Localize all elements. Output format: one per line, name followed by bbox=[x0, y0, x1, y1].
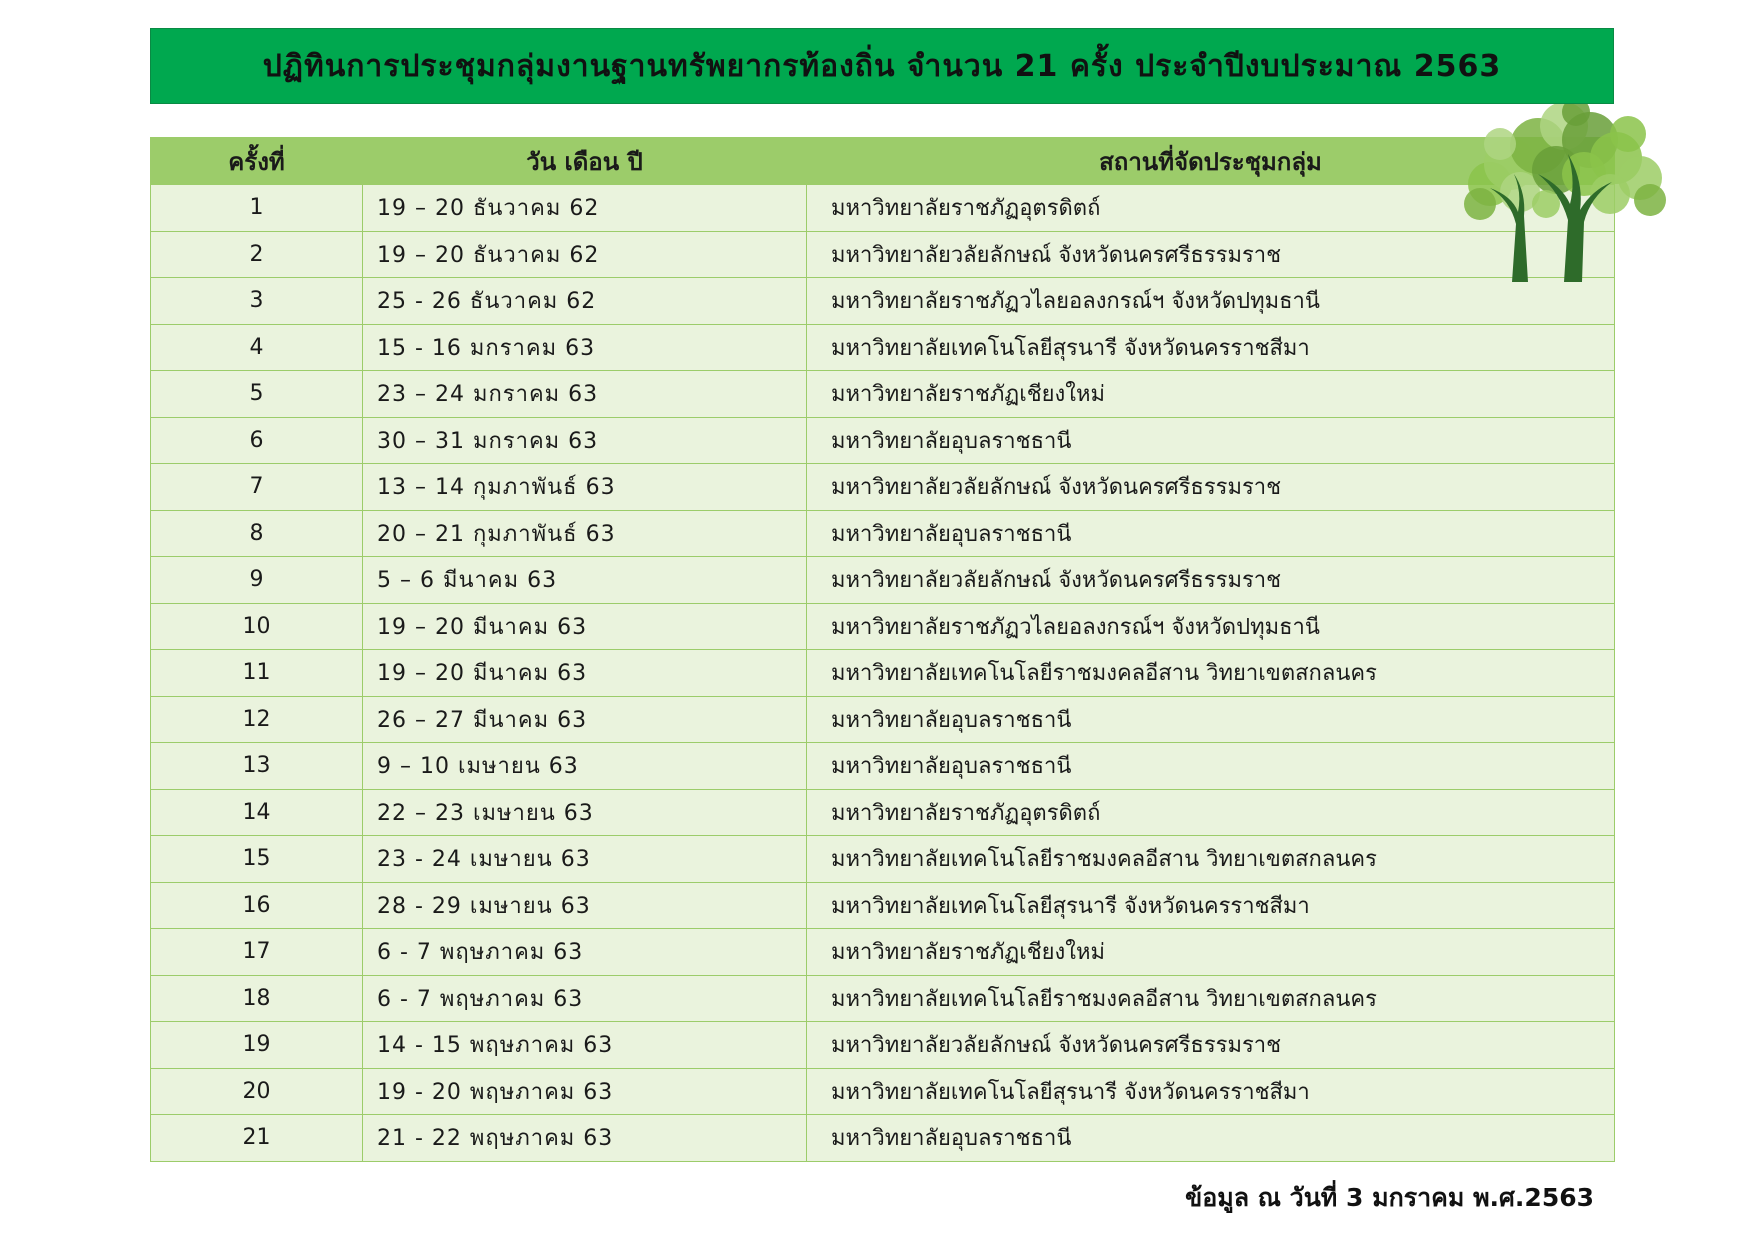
date-cell: 25 - 26 ธันวาคม 62 bbox=[363, 278, 807, 325]
table-row bbox=[151, 789, 1615, 836]
venue-cell: มหาวิทยาลัยวลัยลักษณ์ จังหวัดนครศรีธรรมราช bbox=[807, 557, 1615, 604]
venue-cell: มหาวิทยาลัยวลัยลักษณ์ จังหวัดนครศรีธรรมราช bbox=[807, 464, 1615, 511]
session-number-cell: 18 bbox=[151, 975, 363, 1022]
date-cell: 26 – 27 มีนาคม 63 bbox=[363, 696, 807, 743]
table-row bbox=[151, 231, 1615, 278]
table-row bbox=[151, 882, 1615, 929]
page-title bbox=[150, 28, 1614, 104]
date-cell: 19 - 20 พฤษภาคม 63 bbox=[363, 1068, 807, 1115]
table-row bbox=[151, 557, 1615, 604]
table-row bbox=[151, 1068, 1615, 1115]
data-as-of-note: ข้อมูล ณ วันที่ 3 มกราคม พ.ศ.2563 bbox=[1185, 1183, 1594, 1212]
session-number-cell: 1 bbox=[151, 185, 363, 232]
date-cell: 19 – 20 ธันวาคม 62 bbox=[363, 231, 807, 278]
session-number-cell: 3 bbox=[151, 278, 363, 325]
table-row bbox=[151, 417, 1615, 464]
session-number-cell: 13 bbox=[151, 743, 363, 790]
venue-cell: มหาวิทยาลัยวลัยลักษณ์ จังหวัดนครศรีธรรมราช bbox=[807, 1022, 1615, 1069]
table-row bbox=[151, 975, 1615, 1022]
session-number-cell: 16 bbox=[151, 882, 363, 929]
session-number-cell: 10 bbox=[151, 603, 363, 650]
schedule-table bbox=[150, 137, 1615, 1162]
venue-cell: มหาวิทยาลัยเทคโนโลยีราชมงคลอีสาน วิทยาเขตสกลนคร bbox=[807, 650, 1615, 697]
session-number-cell: 14 bbox=[151, 789, 363, 836]
page-title-text: ปฏิทินการประชุมกลุ่มงานฐานทรัพยากรท้องถิ่น จำนวน 21 ครั้ง ประจำปีงบประมาณ 2563 bbox=[262, 48, 1502, 84]
session-number-cell: 2 bbox=[151, 231, 363, 278]
venue-cell: มหาวิทยาลัยเทคโนโลยีสุรนารี จังหวัดนครราชสีมา bbox=[807, 324, 1615, 371]
date-cell: 19 – 20 ธันวาคม 62 bbox=[363, 185, 807, 232]
header-venue: สถานที่จัดประชุมกลุ่ม bbox=[807, 138, 1615, 185]
table-row bbox=[151, 324, 1615, 371]
session-number-cell: 8 bbox=[151, 510, 363, 557]
table-row bbox=[151, 603, 1615, 650]
table-row bbox=[151, 185, 1615, 232]
table-row bbox=[151, 464, 1615, 511]
session-number-cell: 17 bbox=[151, 929, 363, 976]
venue-cell: มหาวิทยาลัยเทคโนโลยีสุรนารี จังหวัดนครราชสีมา bbox=[807, 1068, 1615, 1115]
venue-cell: มหาวิทยาลัยอุบลราชธานี bbox=[807, 510, 1615, 557]
venue-cell: มหาวิทยาลัยเทคโนโลยีสุรนารี จังหวัดนครราชสีมา bbox=[807, 882, 1615, 929]
session-number-cell: 6 bbox=[151, 417, 363, 464]
date-cell: 19 – 20 มีนาคม 63 bbox=[363, 650, 807, 697]
table-row bbox=[151, 278, 1615, 325]
venue-cell: มหาวิทยาลัยราชภัฏเชียงใหม่ bbox=[807, 371, 1615, 418]
table-row bbox=[151, 510, 1615, 557]
date-cell: 28 - 29 เมษายน 63 bbox=[363, 882, 807, 929]
table-row bbox=[151, 743, 1615, 790]
date-cell: 20 – 21 กุมภาพันธ์ 63 bbox=[363, 510, 807, 557]
date-cell: 15 - 16 มกราคม 63 bbox=[363, 324, 807, 371]
venue-cell: มหาวิทยาลัยราชภัฏเชียงใหม่ bbox=[807, 929, 1615, 976]
session-number-cell: 21 bbox=[151, 1115, 363, 1162]
table-body bbox=[151, 185, 1615, 1162]
venue-cell: มหาวิทยาลัยราชภัฏวไลยอลงกรณ์ฯ จังหวัดปทุมธานี bbox=[807, 603, 1615, 650]
session-number-cell: 11 bbox=[151, 650, 363, 697]
venue-cell: มหาวิทยาลัยวลัยลักษณ์ จังหวัดนครศรีธรรมราช bbox=[807, 231, 1615, 278]
header-session-number: ครั้งที่ bbox=[151, 138, 363, 185]
date-cell: 22 – 23 เมษายน 63 bbox=[363, 789, 807, 836]
date-cell: 5 – 6 มีนาคม 63 bbox=[363, 557, 807, 604]
date-cell: 30 – 31 มกราคม 63 bbox=[363, 417, 807, 464]
date-cell: 23 – 24 มกราคม 63 bbox=[363, 371, 807, 418]
venue-cell: มหาวิทยาลัยราชภัฏอุตรดิตถ์ bbox=[807, 185, 1615, 232]
date-cell: 14 - 15 พฤษภาคม 63 bbox=[363, 1022, 807, 1069]
venue-cell: มหาวิทยาลัยอุบลราชธานี bbox=[807, 417, 1615, 464]
venue-cell: มหาวิทยาลัยเทคโนโลยีราชมงคลอีสาน วิทยาเขตสกลนคร bbox=[807, 975, 1615, 1022]
table-header-row bbox=[151, 138, 1615, 185]
venue-cell: มหาวิทยาลัยเทคโนโลยีราชมงคลอีสาน วิทยาเขตสกลนคร bbox=[807, 836, 1615, 883]
session-number-cell: 20 bbox=[151, 1068, 363, 1115]
table-row bbox=[151, 650, 1615, 697]
table-row bbox=[151, 1115, 1615, 1162]
session-number-cell: 19 bbox=[151, 1022, 363, 1069]
table-row bbox=[151, 1022, 1615, 1069]
tree-icon bbox=[1460, 104, 1670, 282]
session-number-cell: 4 bbox=[151, 324, 363, 371]
date-cell: 23 - 24 เมษายน 63 bbox=[363, 836, 807, 883]
session-number-cell: 12 bbox=[151, 696, 363, 743]
table-row bbox=[151, 929, 1615, 976]
date-cell: 9 – 10 เมษายน 63 bbox=[363, 743, 807, 790]
venue-cell: มหาวิทยาลัยอุบลราชธานี bbox=[807, 696, 1615, 743]
date-cell: 6 - 7 พฤษภาคม 63 bbox=[363, 929, 807, 976]
table-row bbox=[151, 836, 1615, 883]
header-date: วัน เดือน ปี bbox=[363, 138, 807, 185]
date-cell: 21 - 22 พฤษภาคม 63 bbox=[363, 1115, 807, 1162]
session-number-cell: 5 bbox=[151, 371, 363, 418]
session-number-cell: 7 bbox=[151, 464, 363, 511]
venue-cell: มหาวิทยาลัยราชภัฏอุตรดิตถ์ bbox=[807, 789, 1615, 836]
venue-cell: มหาวิทยาลัยอุบลราชธานี bbox=[807, 743, 1615, 790]
venue-cell: มหาวิทยาลัยอุบลราชธานี bbox=[807, 1115, 1615, 1162]
date-cell: 19 – 20 มีนาคม 63 bbox=[363, 603, 807, 650]
date-cell: 6 - 7 พฤษภาคม 63 bbox=[363, 975, 807, 1022]
session-number-cell: 15 bbox=[151, 836, 363, 883]
date-cell: 13 – 14 กุมภาพันธ์ 63 bbox=[363, 464, 807, 511]
venue-cell: มหาวิทยาลัยราชภัฏวไลยอลงกรณ์ฯ จังหวัดปทุมธานี bbox=[807, 278, 1615, 325]
session-number-cell: 9 bbox=[151, 557, 363, 604]
table-row bbox=[151, 371, 1615, 418]
table-row bbox=[151, 696, 1615, 743]
